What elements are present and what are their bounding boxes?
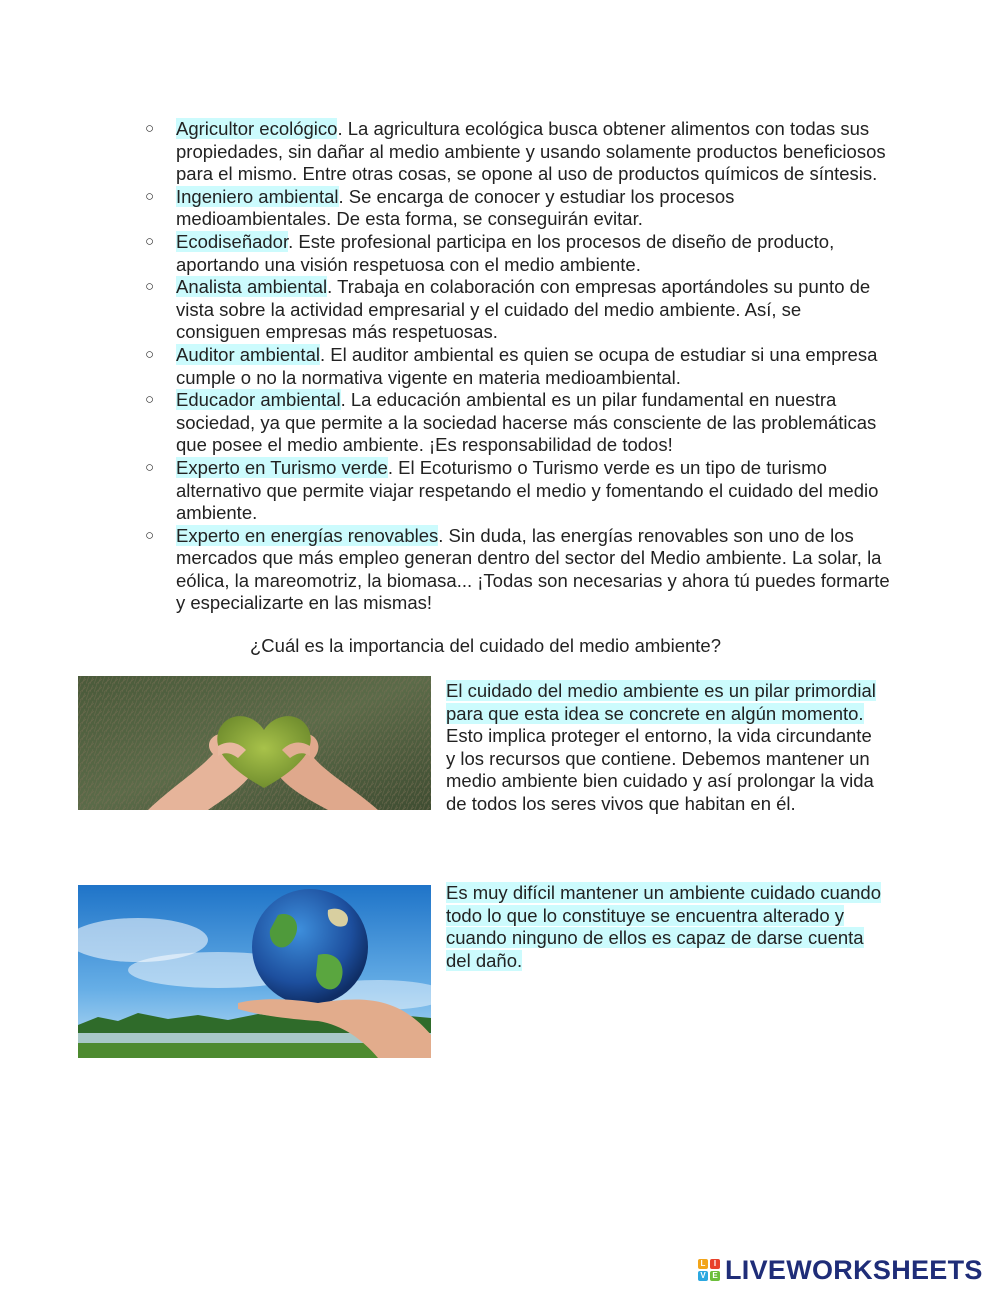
profession-description: . La educación ambiental es un pilar fundamental en nuestra sociedad, ya que permite a la sociedad hacerse más consciente de las problemáticas que posee el medio ambiente. ¡Es responsabilidad de todos!: [176, 389, 877, 456]
profession-description: . La agricultura ecológica busca obtener alimentos con todas sus propiedades, sin dañar al medio ambiente y usando solamente productos beneficiosos para el mismo. Entre otras cosas, se opone al uso de productos químicos de síntesis.: [176, 118, 886, 185]
profession-term: Ecodiseñador: [176, 230, 289, 252]
hand-globe-image: [78, 885, 431, 1058]
profession-description: . Sin duda, las energías renovables son uno de los mercados que más empleo generan dentro del sector del Medio ambiente. La solar, la eólica, la mareomotriz, la biomasa... ¡Todas son necesarias y ahora tú puedes formarte y especializarte en las mismas!: [176, 524, 890, 614]
logo-mark-letter: E: [710, 1271, 720, 1281]
logo-text: LIVEWORKSHEETS: [725, 1255, 983, 1285]
bullet-circle-icon: ○: [145, 526, 155, 544]
list-item: [145, 525, 890, 615]
logo-mark-letter: I: [710, 1259, 720, 1269]
list-item: [145, 118, 890, 186]
paragraph-rest: Esto implica proteger el entorno, la vida circundante y los recursos que contiene. Debemos mantener un medio ambiente bien cuidado y así prolongar la vida de todos los seres vivos que habitan en él.: [446, 725, 874, 814]
profession-term: Ingeniero ambiental: [176, 185, 339, 207]
hands-moss-heart-image: [78, 676, 431, 810]
section-question: ¿Cuál es la importancia del cuidado del medio ambiente?: [250, 635, 721, 656]
bullet-circle-icon: ○: [145, 278, 155, 296]
profession-term: Experto en Turismo verde: [176, 456, 388, 478]
list-item: [145, 457, 890, 525]
hands-moss-heart-illustration: [78, 676, 431, 810]
hand-globe-illustration: [78, 885, 431, 1058]
list-item: [145, 186, 890, 231]
profession-description: . El Ecoturismo o Turismo verde es un tipo de turismo alternativo que permite viajar respetando el medio y fomentando el cuidado del medio ambiente.: [176, 456, 879, 524]
profession-term: Educador ambiental: [176, 389, 341, 411]
bullet-circle-icon: ○: [145, 458, 155, 476]
bullet-circle-icon: ○: [145, 345, 155, 363]
profession-description: . El auditor ambiental es quien se ocupa de estudiar si una empresa cumple o no la normativa vigente en materia medioambiental.: [176, 343, 878, 388]
profession-term: Auditor ambiental: [176, 343, 320, 365]
profession-description: . Trabaja en colaboración con empresas aportándoles su punto de vista sobre la actividad empresarial y el cuidado del medio ambiente. Así, se consiguen empresas más respetuosas.: [176, 276, 871, 343]
paragraph-highlight: El cuidado del medio ambiente es un pilar primordial para que esta idea se concrete en algún momento.: [446, 680, 876, 724]
liveworksheets-logo: [698, 1254, 983, 1286]
profession-description: . Este profesional participa en los procesos de diseño de producto, aportando una visión respetuosa con el medio ambiente.: [176, 230, 835, 275]
profession-term: Experto en energías renovables: [176, 524, 439, 546]
bullet-circle-icon: ○: [145, 391, 155, 409]
logo-mark-letter: L: [698, 1259, 708, 1269]
profession-description: . Se encarga de conocer y estudiar los procesos medioambientales. De esta forma, se conseguirán evitar.: [176, 185, 735, 230]
bullet-circle-icon: ○: [145, 187, 155, 205]
bullet-circle-icon: ○: [145, 232, 155, 250]
logo-mark-icon: [698, 1259, 720, 1281]
profession-term: Agricultor ecológico: [176, 118, 338, 139]
list-item: [145, 231, 890, 276]
professions-list: [145, 118, 890, 615]
bullet-circle-icon: ○: [145, 120, 155, 137]
importance-paragraph: [446, 680, 886, 816]
profession-term: Analista ambiental: [176, 276, 328, 298]
paragraph-highlight: Es muy difícil mantener un ambiente cuidado cuando todo lo que lo constituye se encuentra alterado y cuando ninguno de ellos es capaz de darse cuenta del daño.: [446, 882, 882, 971]
list-item: [145, 276, 890, 344]
list-item: [145, 389, 890, 457]
logo-mark-letter: V: [698, 1271, 708, 1281]
list-item: [145, 344, 890, 389]
difficulty-paragraph: [446, 882, 886, 972]
